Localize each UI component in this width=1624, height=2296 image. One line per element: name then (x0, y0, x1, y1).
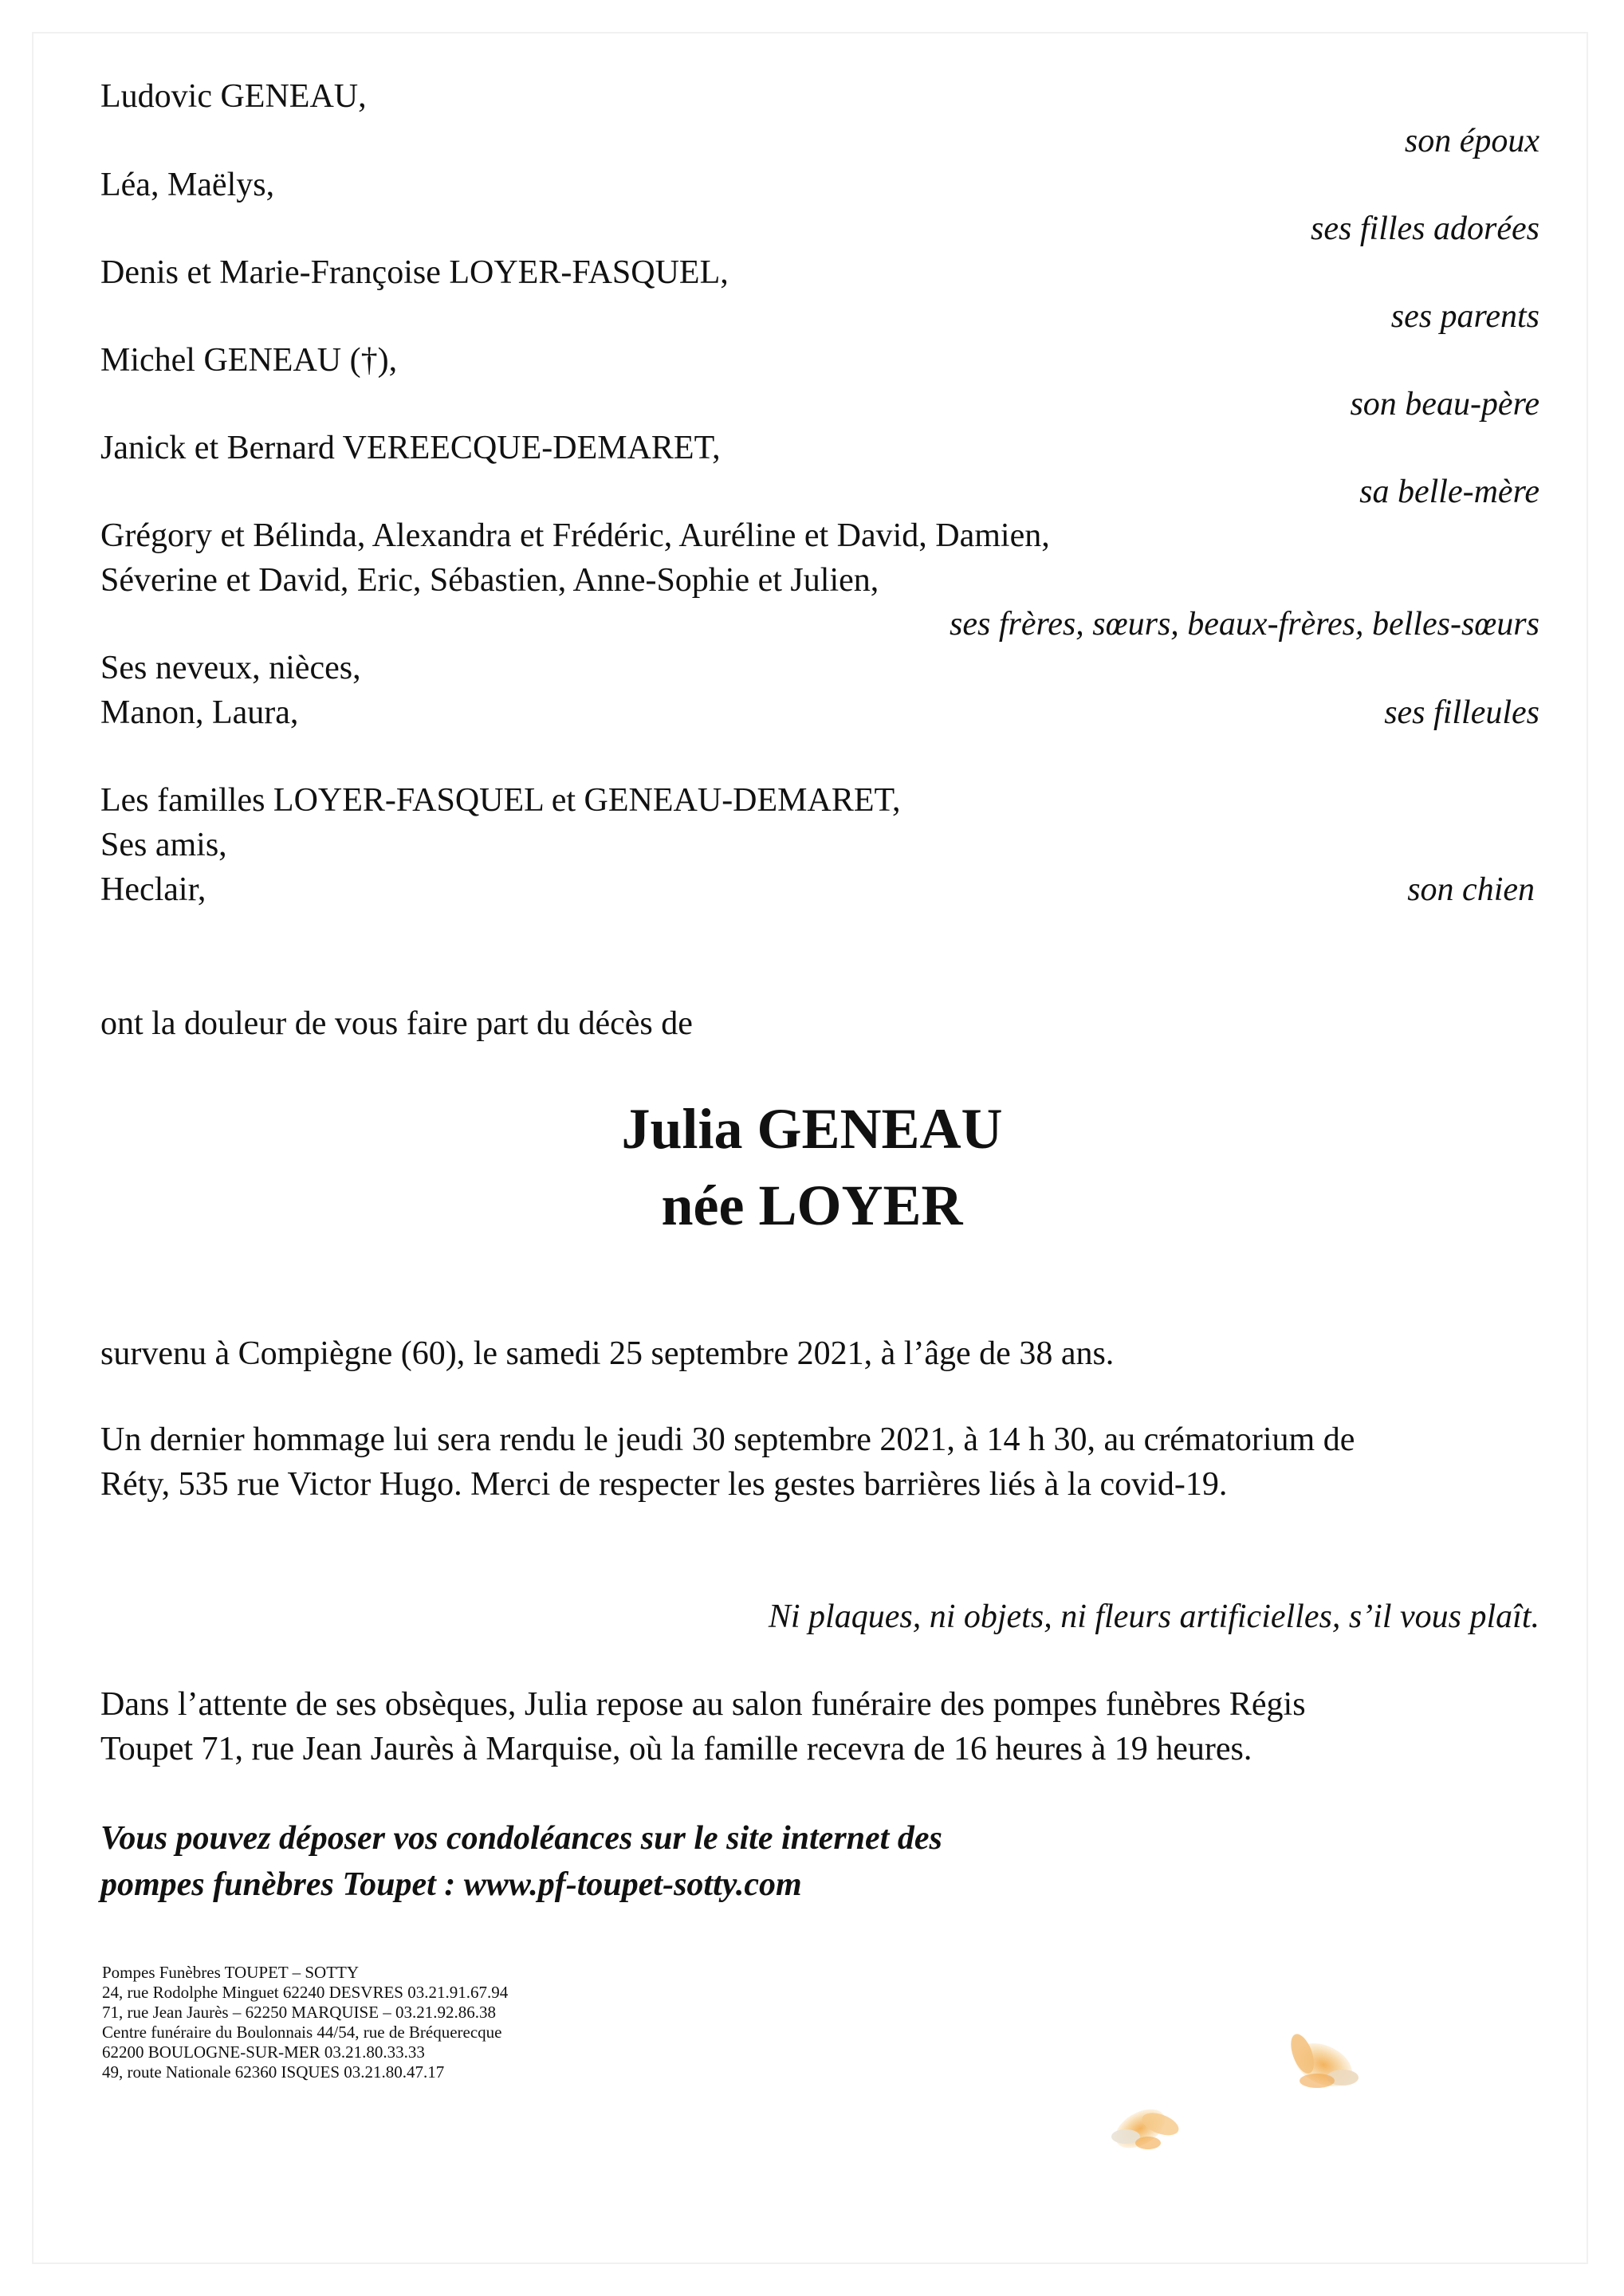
relation-label: son beau-père (1350, 386, 1539, 423)
ceremony-line: Un dernier hommage lui sera rendu le jeudi 30 septembre 2021, à 14 h 30, au crématorium de (100, 1421, 1355, 1458)
relation-label: ses filles adorées (1311, 210, 1539, 247)
death-info: survenu à Compiègne (60), le samedi 25 septembre 2021, à l’âge de 38 ans. (100, 1335, 1115, 1372)
condolences-line: Vous pouvez déposer vos condoléances sur le site internet des (100, 1820, 942, 1857)
ceremony-line: Réty, 535 rue Victor Hugo. Merci de respecter les gestes barrières liés à la covid-19. (100, 1466, 1228, 1503)
family-line: Séverine et David, Eric, Sébastien, Anne-Sophie et Julien, (100, 562, 879, 599)
flower-decoration-icon (1084, 2009, 1419, 2184)
family-line: Janick et Bernard VEREECQUE-DEMARET, (100, 430, 721, 466)
footer-line: Centre funéraire du Boulonnais 44/54, rue de Bréquerecque (102, 2023, 502, 2042)
family-line: Manon, Laura, (100, 694, 299, 731)
deceased-name: Julia GENEAU (621, 1097, 1003, 1161)
footer-line: 62200 BOULOGNE-SUR-MER 03.21.80.33.33 (102, 2042, 425, 2062)
relation-label: ses filleules (1384, 694, 1539, 731)
flower-left-icon (1109, 2101, 1182, 2156)
announcement-text: ont la douleur de vous faire part du décès de (100, 1005, 693, 1042)
visitation-line: Toupet 71, rue Jean Jaurès à Marquise, où la famille recevra de 16 heures à 19 heures. (100, 1731, 1252, 1767)
visitation-line: Dans l’attente de ses obsèques, Julia repose au salon funéraire des pompes funèbres Régis (100, 1686, 1306, 1723)
no-flowers-note: Ni plaques, ni objets, ni fleurs artificielles, s’il vous plaît. (768, 1598, 1539, 1635)
footer-line: Pompes Funèbres TOUPET – SOTTY (102, 1963, 360, 1982)
footer-line: 49, route Nationale 62360 ISQUES 03.21.80.47.17 (102, 2062, 445, 2082)
relation-label: son chien (1407, 871, 1535, 908)
relation-label: ses parents (1390, 298, 1539, 335)
family-line: Les familles LOYER-FASQUEL et GENEAU-DEMARET, (100, 782, 901, 819)
deceased-maiden-name: née LOYER (661, 1174, 963, 1237)
flower-right-icon (1287, 2031, 1359, 2095)
family-line: Ses neveux, nièces, (100, 650, 361, 686)
family-line: Ludovic GENEAU, (100, 78, 367, 115)
family-line: Denis et Marie-Françoise LOYER-FASQUEL, (100, 254, 729, 291)
family-line: Ses amis, (100, 827, 227, 863)
relation-label: son époux (1404, 123, 1539, 159)
relation-label: sa belle-mère (1359, 474, 1539, 510)
family-line: Léa, Maëlys, (100, 167, 275, 203)
funeral-home-footer (102, 1963, 508, 2082)
family-line: Heclair, (100, 871, 206, 908)
footer-line: 24, rue Rodolphe Minguet 62240 DESVRES 03.21.91.67.94 (102, 1983, 509, 2002)
family-line: Grégory et Bélinda, Alexandra et Frédéric, Auréline et David, Damien, (100, 517, 1050, 554)
condolences-line: pompes funèbres Toupet : www.pf-toupet-sotty.com (100, 1866, 802, 1903)
footer-line: 71, rue Jean Jaurès – 62250 MARQUISE – 03.21.92.86.38 (102, 2003, 497, 2022)
family-line: Michel GENEAU (†), (100, 342, 398, 379)
relation-label: ses frères, sœurs, beaux-frères, belles-sœurs (949, 606, 1539, 643)
